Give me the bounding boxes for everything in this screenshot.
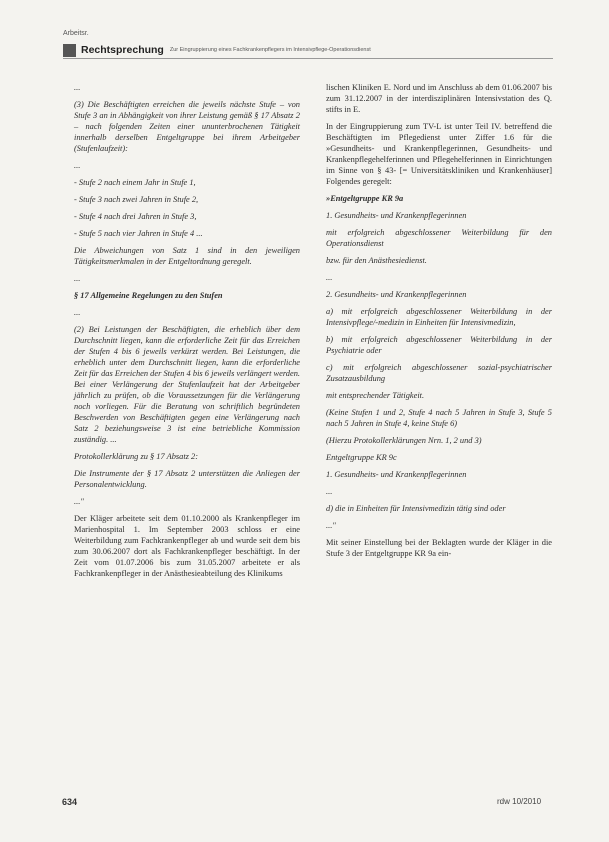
left-column-paragraph: Die Abweichungen von Satz 1 sind in den jeweiligen Tätigkeitsmerkmalen in der Entgeltordnung geregelt.: [74, 246, 300, 266]
left-column-paragraph: ...: [74, 308, 81, 317]
right-column-paragraph: 1. Gesundheits- und Krankenpflegerinnen: [326, 470, 467, 479]
left-column-paragraph: ...: [74, 274, 81, 283]
header-rule: [63, 58, 553, 59]
left-column-paragraph: Protokollerklärung zu § 17 Absatz 2:: [74, 452, 198, 461]
section-title: Rechtsprechung: [81, 44, 164, 56]
running-head: Arbeitsr.: [63, 30, 89, 37]
left-column-paragraph: ...: [74, 83, 81, 92]
right-column-paragraph: bzw. für den Anästhesiedienst.: [326, 256, 427, 265]
left-column-paragraph: Der Kläger arbeitete seit dem 01.10.2000 als Krankenpfleger im Marienhospital 1. Im September 2003 schloss er eine Weiterbildung zum Fachkrankenpfleger ab und wurde seit dem bis zum 30.06.2007 dort als Fachkrankenpfleger beschäftigt. In der Zeit vom 01.07.2006 bis zum 31.05.2007 arbeitete er als Fachkrankenpfleger in der Anästhesieabteilung des Klinikums: [74, 514, 300, 578]
journal-issue: rdw 10/2010: [497, 797, 542, 806]
right-column-paragraph: ...": [326, 521, 336, 530]
right-column: [326, 82, 552, 565]
left-column-paragraph: - Stufe 4 nach drei Jahren in Stufe 3,: [74, 212, 197, 221]
right-column-paragraph: »Entgeltgruppe KR 9a: [326, 194, 404, 203]
right-column-paragraph: mit entsprechender Tätigkeit.: [326, 391, 425, 400]
right-column-paragraph: a) mit erfolgreich abgeschlossener Weiterbildung in der Intensivpflege/-medizin in Einheiten für Intensivmedizin,: [326, 307, 552, 327]
left-column-paragraph: - Stufe 5 nach vier Jahren in Stufe 4 ...: [74, 229, 203, 238]
right-column-paragraph: ...: [326, 273, 333, 282]
left-column-paragraph: ...: [74, 161, 81, 170]
right-column-paragraph: mit erfolgreich abgeschlossener Weiterbildung für den Operationsdienst: [326, 228, 552, 248]
right-column-paragraph: d) die in Einheiten für Intensivmedizin tätig sind oder: [326, 504, 506, 513]
right-column-paragraph: (Keine Stufen 1 und 2, Stufe 4 nach 5 Jahren in Stufe 3, Stufe 5 nach 5 Jahren in Stufe 4, keine Stufe 6): [326, 408, 552, 428]
right-column-paragraph: c) mit erfolgreich abgeschlossener sozial-psychiatrischer Zusatzausbildung: [326, 363, 552, 383]
section-header: [63, 43, 553, 57]
left-column-paragraph: - Stufe 3 nach zwei Jahren in Stufe 2,: [74, 195, 199, 204]
right-column-paragraph: lischen Kliniken E. Nord und im Anschluss ab dem 01.06.2007 bis zum 31.12.2007 in der interdisziplinären Intensivstation des Q. stifts in E.: [326, 83, 552, 114]
left-column-paragraph: (3) Die Beschäftigten erreichen die jeweils nächste Stufe – von Stufe 3 an in Abhängigkeit von ihrer Leistung gemäß § 17 Absatz 2 – nach folgenden Zeiten einer ununterbrochenen Tätigkeit innerhalb derselben Entgeltgruppe bei ihrem Arbeitgeber (Stufenlaufzeit):: [74, 100, 300, 153]
left-column-paragraph: Die Instrumente der § 17 Absatz 2 unterstützen die Anliegen der Personalentwicklung.: [74, 469, 300, 489]
left-column-paragraph: - Stufe 2 nach einem Jahr in Stufe 1,: [74, 178, 196, 187]
left-column-paragraph: ...": [74, 497, 84, 506]
left-column: [74, 82, 300, 585]
right-column-paragraph: ...: [326, 487, 333, 496]
right-column-paragraph: (Hierzu Protokollerklärungen Nrn. 1, 2 und 3): [326, 436, 482, 445]
right-column-paragraph: In der Eingruppierung zum TV-L ist unter Teil IV. betreffend die Beschäftigten im Pflegedienst unter Ziffer 1.6 für die »Gesundheits- und Krankenpflegerinnen, Gesundheits- und Krankenpflegehelferinnen und Pflegehelferinnen in Einrichtungen im Sinne von § 43- [= Universitätskliniken und Krankenhäuser] Folgendes geregelt:: [326, 122, 552, 186]
page-number: 634: [62, 797, 78, 807]
right-column-paragraph: Mit seiner Einstellung bei der Beklagten wurde der Kläger in die Stufe 3 der Entgeltgruppe KR 9a ein-: [326, 538, 552, 558]
section-subtitle: Zur Eingruppierung eines Fachkrankenpflegers im Intensivpflege-Operationsdienst: [169, 47, 371, 53]
section-marker-square: [63, 44, 76, 57]
left-column-paragraph: § 17 Allgemeine Regelungen zu den Stufen: [74, 291, 223, 300]
right-column-paragraph: Entgeltgruppe KR 9c: [326, 453, 397, 462]
right-column-paragraph: 1. Gesundheits- und Krankenpflegerinnen: [326, 211, 467, 220]
right-column-paragraph: b) mit erfolgreich abgeschlossener Weiterbildung in der Psychiatrie oder: [326, 335, 552, 355]
left-column-paragraph: (2) Bei Leistungen der Beschäftigten, die erheblich über dem Durchschnitt liegen, kann die erforderliche Zeit für das Erreichen der Stufen 4 bis 6 jeweils verkürzt werden. Bei Leistungen, die erheblich unter dem Durchschnitt liegen, kann die erforderliche Zeit für das Erreichen der Stufen 4 bis 6 jeweils verlängert werden. Bei einer Verlängerung der Stufenlaufzeit hat der Arbeitgeber jährlich zu prüfen, ob die Voraussetzungen für die Verlängerung noch vorliegen. Für die Beratung von schriftlich begründeten Beschwerden von Beschäftigten gegen eine Verlängerung nach Satz 2 beziehungsweise 3 ist eine betriebliche Kommission zuständig. ...: [74, 325, 300, 444]
right-column-paragraph: 2. Gesundheits- und Krankenpflegerinnen: [326, 290, 467, 299]
